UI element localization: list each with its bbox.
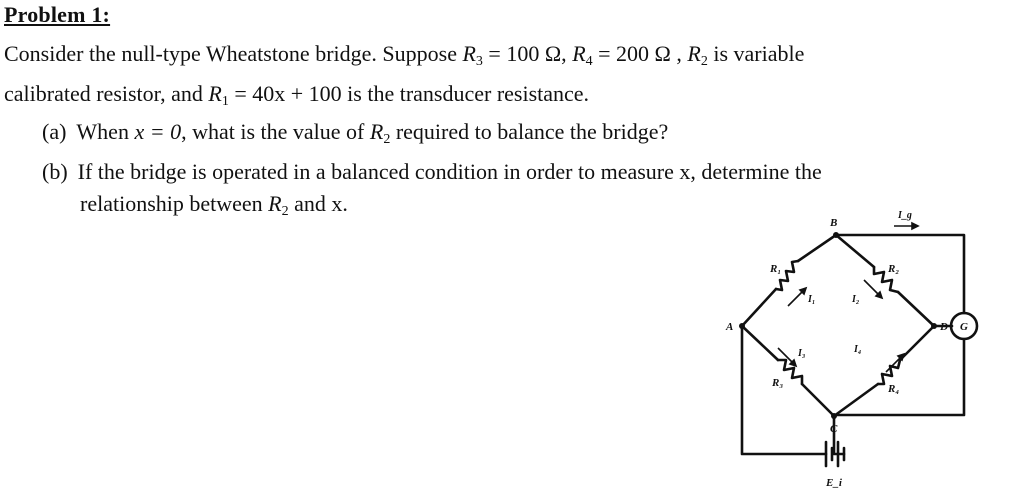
node-b-label: B bbox=[830, 217, 838, 229]
question-b-prefix: relationship between bbox=[80, 191, 269, 216]
question-a-prefix: When bbox=[76, 119, 135, 144]
galvanometer-label: G bbox=[960, 321, 968, 333]
wheatstone-bridge-diagram bbox=[722, 210, 998, 492]
node-c-label: C bbox=[830, 423, 838, 435]
node-c-dot bbox=[831, 413, 837, 419]
node-b-dot bbox=[833, 232, 839, 238]
current-i1-label: I₁ bbox=[808, 294, 816, 305]
problem-statement-line-2 bbox=[4, 80, 589, 108]
statement-suffix: is variable bbox=[707, 41, 805, 66]
node-d-dot bbox=[931, 323, 937, 329]
wire-d-c-lower bbox=[834, 384, 878, 416]
problem-statement-line-1 bbox=[4, 40, 804, 68]
question-b-suffix: and x. bbox=[288, 191, 348, 216]
current-i3-label: I₃ bbox=[798, 348, 806, 359]
r3-symbol: R bbox=[462, 41, 476, 66]
statement-line2-suffix: is the transducer resistance. bbox=[341, 81, 590, 106]
resistor-r1-label: R₁ bbox=[770, 263, 782, 275]
question-b-label: (b) bbox=[42, 159, 68, 184]
statement-prefix: Consider the null-type Wheatstone bridge. Suppose bbox=[4, 41, 463, 66]
question-b-r2-subscript: 2 bbox=[281, 204, 289, 219]
node-a-label: A bbox=[726, 321, 734, 333]
wire-a-c-upper bbox=[742, 326, 778, 360]
resistor-r3-label: R₃ bbox=[772, 377, 784, 389]
node-d-label: D bbox=[940, 321, 948, 333]
question-a-r2-subscript: 2 bbox=[383, 132, 391, 147]
wire-b-d-upper bbox=[836, 235, 874, 267]
question-b-r2-symbol: R bbox=[268, 191, 282, 216]
r4-subscript: 4 bbox=[585, 54, 593, 69]
question-a-condition: x = 0 bbox=[134, 119, 182, 144]
wire-d-c-upper bbox=[900, 326, 934, 360]
r2-symbol: R bbox=[687, 41, 701, 66]
question-b-line-1 bbox=[42, 158, 822, 186]
r4-symbol: R bbox=[572, 41, 586, 66]
wire-a-b-lower bbox=[798, 235, 836, 261]
source-label: E_i bbox=[826, 477, 842, 489]
arrow-ig-head bbox=[912, 223, 918, 229]
wire-a-b-upper bbox=[742, 289, 776, 326]
statement-line2-prefix: calibrated resistor, and bbox=[4, 81, 209, 106]
question-b-text: If the bridge is operated in a balanced condition in order to measure x, determine the bbox=[77, 159, 822, 184]
wire-a-battery bbox=[742, 326, 826, 454]
question-a-mid: , what is the value of bbox=[181, 119, 370, 144]
question-a-r2-symbol: R bbox=[369, 119, 384, 144]
node-a-dot bbox=[739, 323, 745, 329]
question-a-label: (a) bbox=[42, 119, 67, 144]
wire-b-d-lower bbox=[898, 292, 934, 326]
r1-subscript: 1 bbox=[221, 94, 229, 109]
wire-a-c-lower bbox=[802, 384, 834, 416]
r2-subscript: 2 bbox=[700, 54, 708, 69]
r1-formula: = 40x + 100 bbox=[228, 81, 342, 106]
problem-title: Problem 1: bbox=[4, 2, 111, 27]
r3-subscript: 3 bbox=[475, 54, 483, 69]
current-i4-label: I₄ bbox=[854, 344, 862, 355]
r3-value: = 100 Ω, bbox=[482, 41, 573, 66]
r4-value: = 200 Ω , bbox=[592, 41, 688, 66]
question-a bbox=[42, 118, 668, 146]
resistor-r4 bbox=[878, 360, 900, 384]
r1-symbol: R bbox=[208, 81, 222, 106]
question-a-suffix: required to balance the bridge? bbox=[390, 119, 669, 144]
resistor-r2-label: R₂ bbox=[888, 263, 900, 275]
current-i2-label: I₂ bbox=[852, 294, 860, 305]
resistor-r4-label: R₄ bbox=[888, 383, 900, 395]
current-ig-label: I_g bbox=[898, 210, 912, 221]
question-b-line-2 bbox=[80, 190, 348, 218]
